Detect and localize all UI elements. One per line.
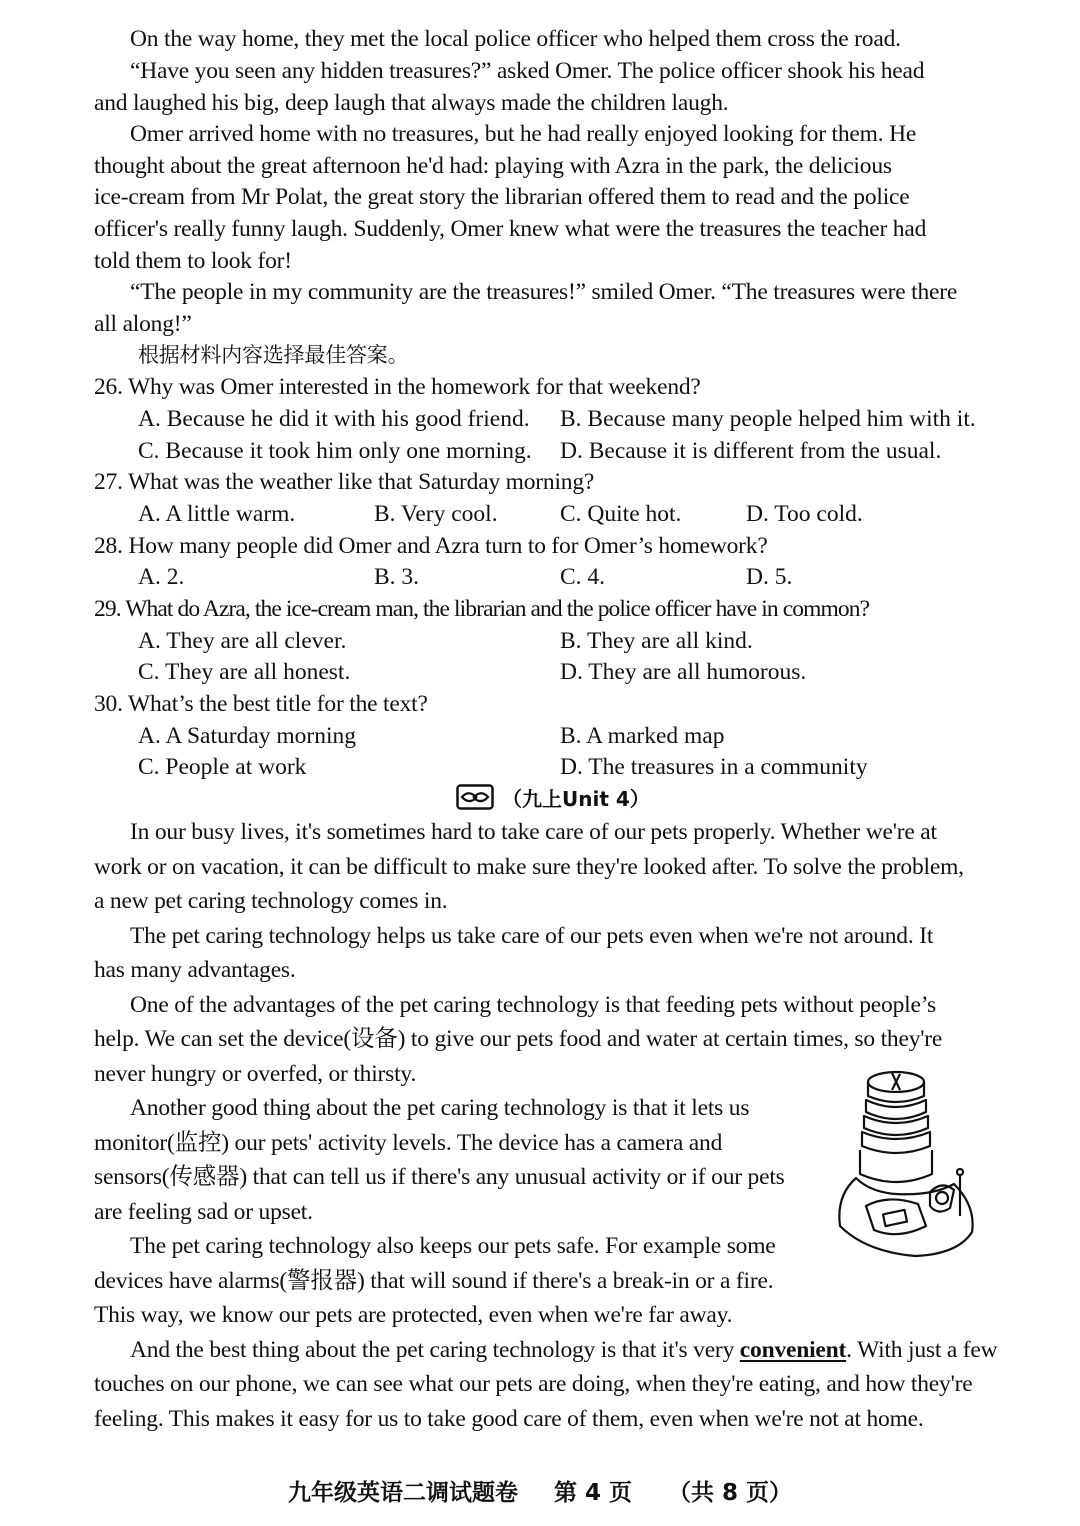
- question-stem: 29. What do Azra, the ice-cream man, the librarian and the police officer have in common?: [94, 596, 870, 622]
- story-line: thought about the great afternoon he'd had: playing with Azra in the park, the delicious: [94, 153, 892, 179]
- passage-line: touches on our phone, we can see what our pets are doing, when they're eating, and how they're: [94, 1371, 973, 1397]
- story-line: and laughed his big, deep laugh that always made the children laugh.: [94, 90, 729, 116]
- story-line: ice-cream from Mr Polat, the great story the librarian offered them to read and the police: [94, 184, 910, 210]
- option-d[interactable]: D. Because it is different from the usual.: [560, 438, 942, 464]
- passage-line: This way, we know our pets are protected, even when we're far away.: [94, 1302, 733, 1328]
- story-line: Omer arrived home with no treasures, but he had really enjoyed looking for them. He: [130, 121, 917, 147]
- option-b[interactable]: B. Because many people helped him with it.: [560, 406, 976, 432]
- passage-line: has many advantages.: [94, 957, 296, 983]
- passage-line: feeling. This makes it easy for us to take good care of them, even when we're not at home.: [94, 1406, 924, 1432]
- section-label: （九上Unit 4）: [502, 786, 650, 811]
- footer-title: 九年级英语二调试题卷: [287, 1480, 518, 1506]
- option-d[interactable]: D. 5.: [746, 564, 793, 590]
- passage-line: a new pet caring technology comes in.: [94, 888, 448, 914]
- question-stem: 30. What’s the best title for the text?: [94, 691, 428, 717]
- passage-line: work or on vacation, it can be difficult to make sure they're looked after. To solve the problem,: [94, 854, 964, 880]
- page-footer: [0, 1474, 1080, 1507]
- option-c[interactable]: C. People at work: [138, 754, 307, 780]
- option-d[interactable]: D. They are all humorous.: [560, 659, 807, 685]
- question-stem: 26. Why was Omer interested in the homework for that weekend?: [94, 374, 701, 400]
- question-stem: 27. What was the weather like that Saturday morning?: [94, 469, 595, 495]
- underlined-word: convenient: [739, 1337, 847, 1363]
- passage-line: monitor(监控) our pets' activity levels. The device has a camera and: [94, 1130, 723, 1156]
- passage-line: devices have alarms(警报器) that will sound if there's a break-in or a fire.: [94, 1268, 774, 1294]
- option-c[interactable]: C. 4.: [560, 564, 606, 590]
- story-line: all along!”: [94, 311, 192, 337]
- passage-line-convenient: [130, 1335, 997, 1365]
- story-line: told them to look for!: [94, 248, 292, 274]
- passage-line: help. We can set the device(设备) to give our pets food and water at certain times, so they're: [94, 1026, 943, 1052]
- reading-book-icon: [456, 784, 494, 810]
- passage-text: . With just a few: [846, 1337, 998, 1363]
- option-c[interactable]: C. Because it took him only one morning.: [138, 438, 532, 464]
- option-d[interactable]: D. Too cold.: [746, 501, 863, 527]
- footer-page: 第 4 页: [553, 1480, 632, 1506]
- option-b[interactable]: B. 3.: [374, 564, 420, 590]
- passage-line: Another good thing about the pet caring technology is that it lets us: [130, 1095, 750, 1121]
- option-c[interactable]: C. Quite hot.: [560, 501, 682, 527]
- passage-line: are feeling sad or upset.: [94, 1199, 313, 1225]
- option-d[interactable]: D. The treasures in a community: [560, 754, 868, 780]
- option-a[interactable]: A. Because he did it with his good friend.: [138, 406, 530, 432]
- section-heading: [456, 782, 650, 812]
- option-a[interactable]: A. 2.: [138, 564, 185, 590]
- passage-line: The pet caring technology helps us take care of our pets even when we're not around. It: [130, 923, 934, 949]
- pet-feeder-illustration: [826, 1066, 984, 1260]
- story-line: On the way home, they met the local police officer who helped them cross the road.: [130, 26, 901, 52]
- option-b[interactable]: B. They are all kind.: [560, 628, 753, 654]
- option-b[interactable]: B. A marked map: [560, 723, 725, 749]
- passage-line: In our busy lives, it's sometimes hard to take care of our pets properly. Whether we're at: [130, 819, 937, 845]
- option-a[interactable]: A. They are all clever.: [138, 628, 347, 654]
- footer-total: （共 8 页）: [668, 1480, 793, 1506]
- option-a[interactable]: A. A Saturday morning: [138, 723, 357, 749]
- passage-line: The pet caring technology also keeps our pets safe. For example some: [130, 1233, 776, 1259]
- story-line: “Have you seen any hidden treasures?” asked Omer. The police officer shook his head: [130, 58, 925, 84]
- passage-line: One of the advantages of the pet caring technology is that feeding pets without people’s: [130, 992, 936, 1018]
- passage-text: And the best thing about the pet caring technology is that it's very: [130, 1337, 740, 1363]
- story-line: officer's really funny laugh. Suddenly, Omer knew what were the treasures the teacher had: [94, 216, 927, 242]
- passage-line: never hungry or overfed, or thirsty.: [94, 1061, 417, 1087]
- option-a[interactable]: A. A little warm.: [138, 501, 296, 527]
- question-stem: 28. How many people did Omer and Azra turn to for Omer’s homework?: [94, 533, 768, 559]
- passage-line: sensors(传感器) that can tell us if there's any unusual activity or if our pets: [94, 1164, 785, 1190]
- option-b[interactable]: B. Very cool.: [374, 501, 498, 527]
- option-c[interactable]: C. They are all honest.: [138, 659, 351, 685]
- instruction: 根据材料内容选择最佳答案。: [138, 343, 409, 367]
- story-line: “The people in my community are the treasures!” smiled Omer. “The treasures were there: [130, 279, 958, 305]
